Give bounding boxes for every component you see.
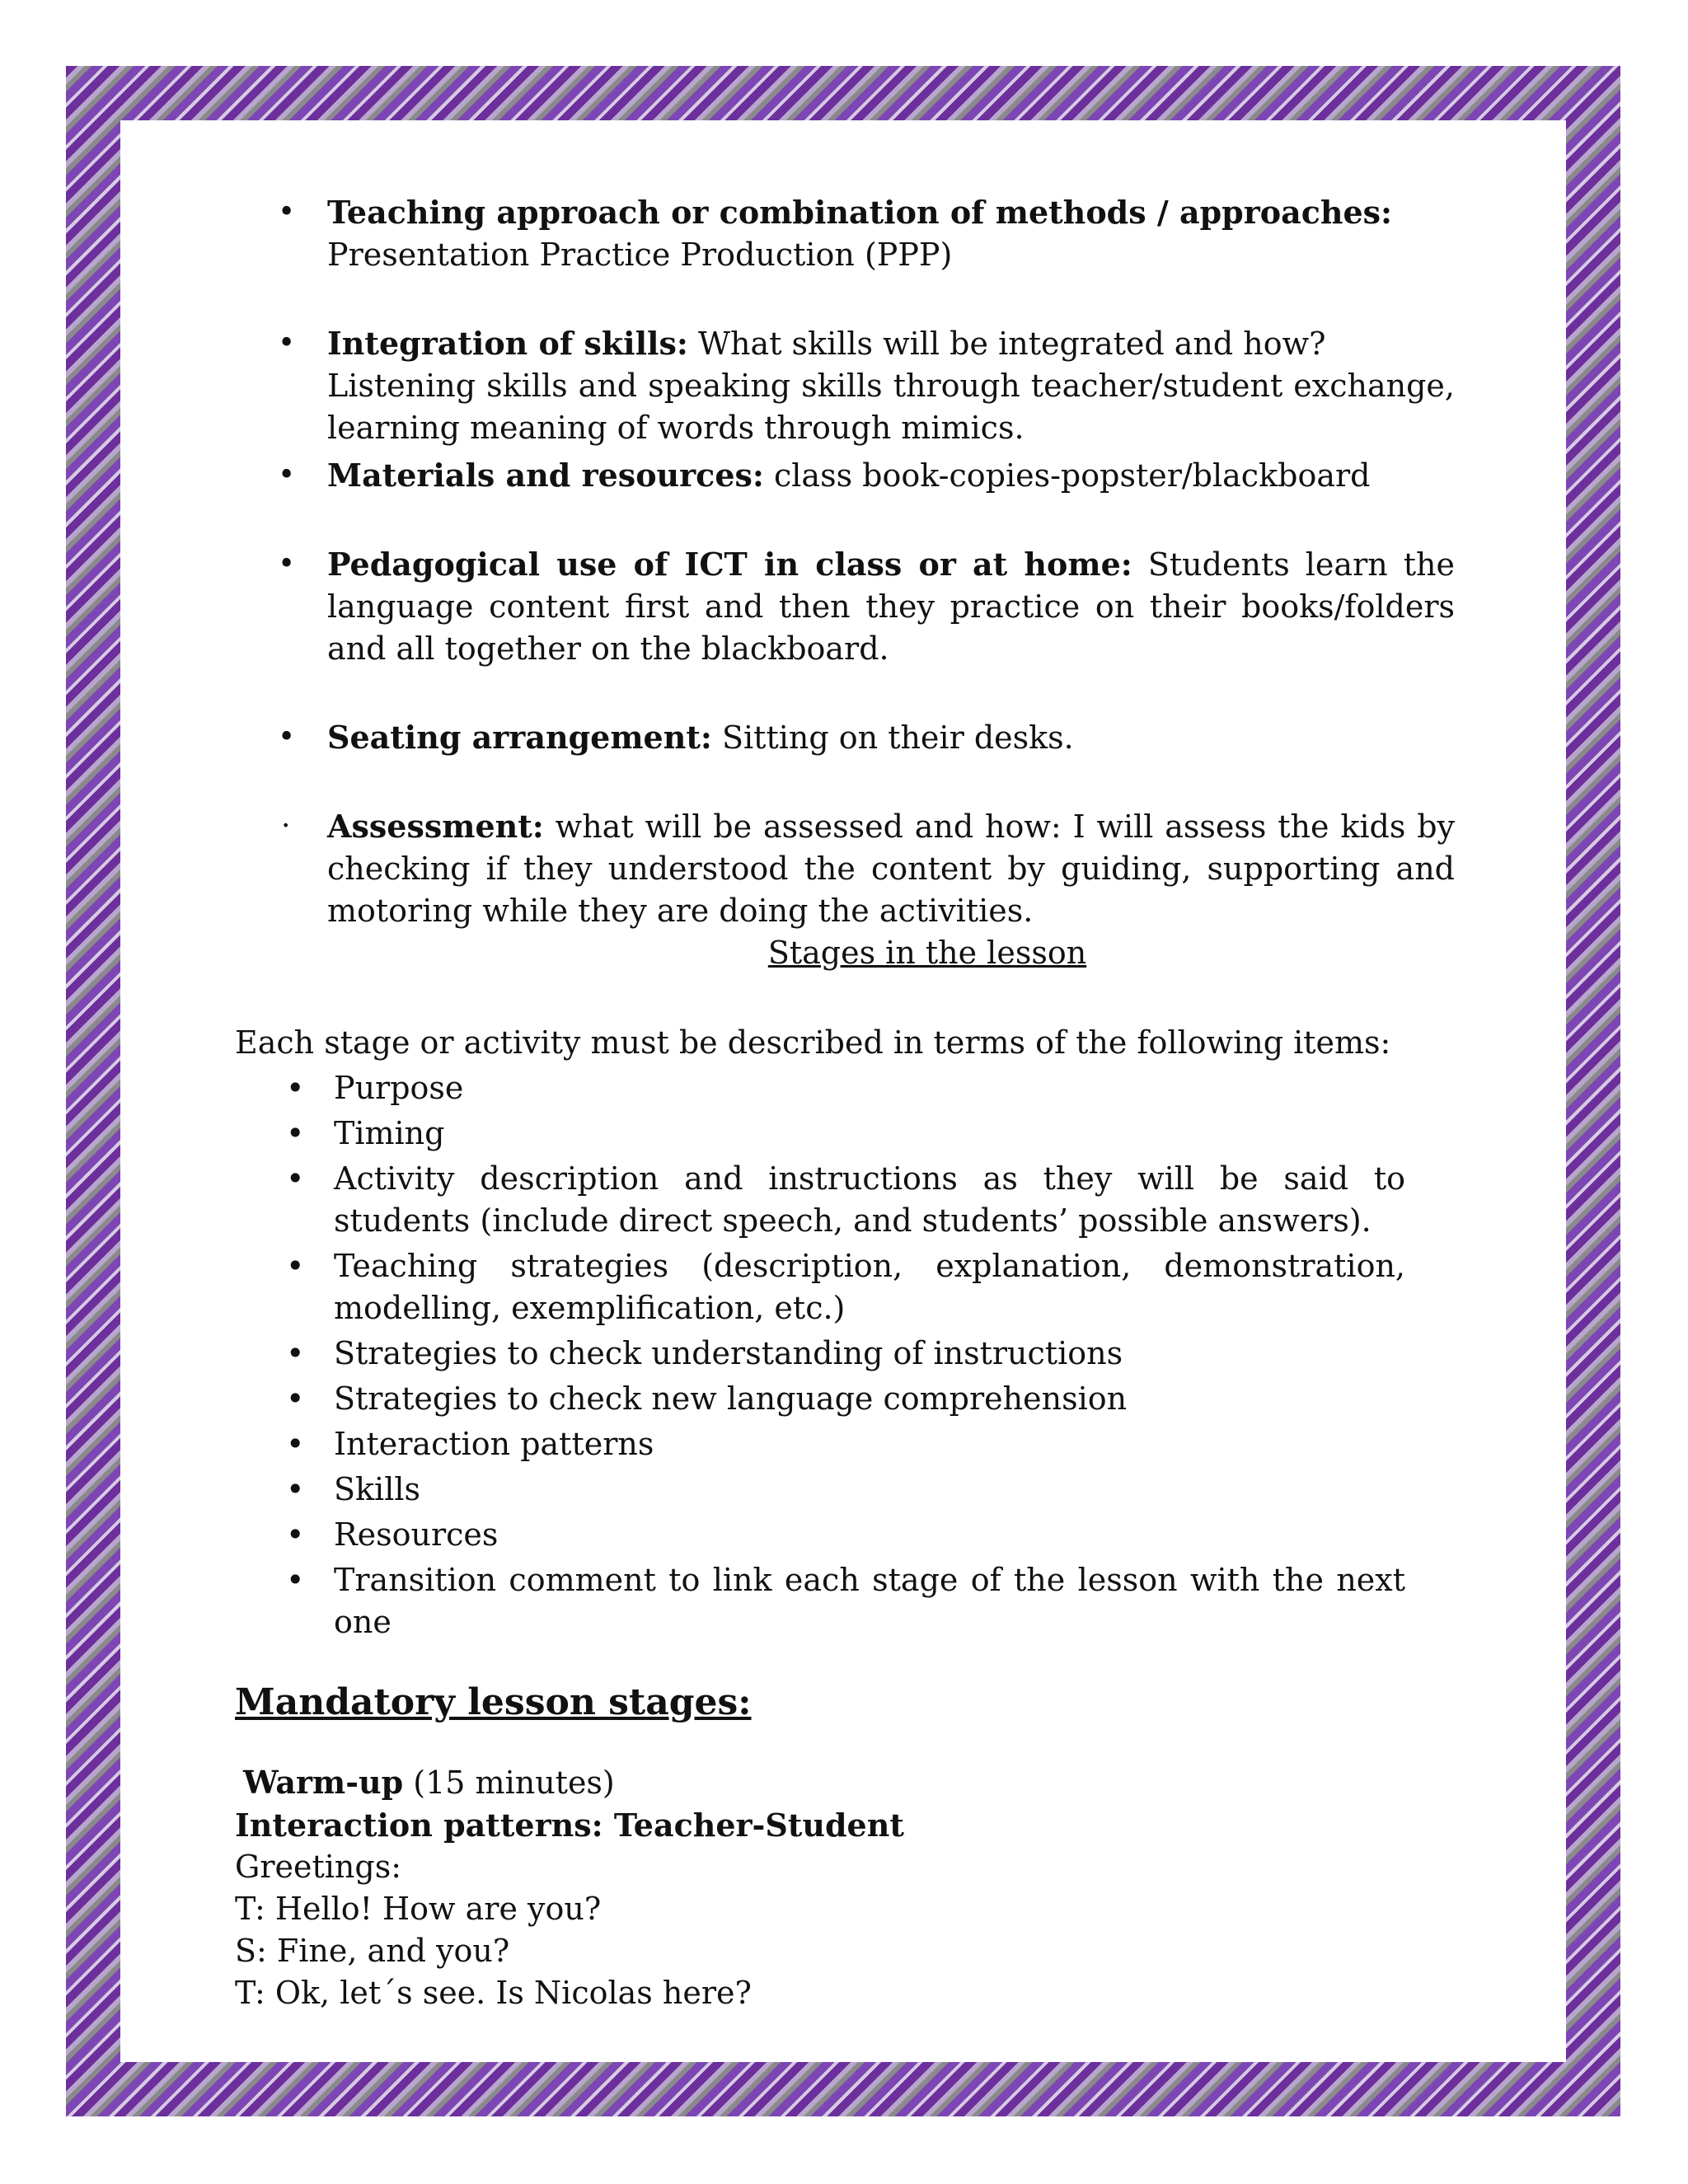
dialogue-line: T: Ok, let´s see. Is Nicolas here? <box>235 1975 752 2011</box>
bullet-label: Pedagogical use of ICT in class or at home: <box>327 546 1132 583</box>
bullet-text: class book-copies-popster/blackboard <box>763 457 1371 494</box>
list-item: • Strategies to check understanding of instructions <box>235 1333 1405 1375</box>
warmup-label: Warm-up <box>243 1764 404 1801</box>
bullet-label: Assessment: <box>327 808 544 845</box>
bullet-text: Presentation Practice Production (PPP) <box>327 237 953 273</box>
list-item: • Skills <box>235 1469 1405 1511</box>
bullet-materials-resources <box>235 454 1455 497</box>
bullet-teaching-approach <box>235 191 1455 276</box>
bullet-ict-use <box>235 543 1455 670</box>
stages-intro: Each stage or activity must be described in terms of the following items: <box>235 1024 1391 1061</box>
dialogue-line: S: Fine, and you? <box>235 1933 510 1969</box>
list-item: • Interaction patterns <box>235 1423 1405 1465</box>
lesson-plan-bullets <box>235 191 1455 932</box>
bullet-label: Materials and resources: <box>327 457 764 494</box>
bullet-text: Sitting on their desks. <box>711 719 1074 756</box>
stages-heading: Stages in the lesson <box>767 935 1087 971</box>
list-item: • Purpose <box>235 1067 1405 1109</box>
bullet-text: Students learn the language content first and then they practice on their books/folders and all together on the blackboard. <box>327 546 1455 667</box>
list-item: • Teaching strategies (description, explanation, demonstration, modelling, exemplification, etc.) <box>235 1245 1405 1329</box>
bullet-text: what will be assessed and how: I will assess the kids by checking if they understood the content by guiding, supporting and motoring while they are doing the activities. <box>327 808 1455 929</box>
list-item: • Strategies to check new language comprehension <box>235 1378 1405 1420</box>
interaction-patterns-line: Interaction patterns: Teacher-Student <box>235 1807 904 1844</box>
bullet-label: Seating arrangement: <box>327 719 712 756</box>
warmup-duration: (15 minutes) <box>403 1765 615 1801</box>
document-body <box>235 191 1455 2014</box>
list-item: • Timing <box>235 1113 1405 1155</box>
dialogue-line: Greetings: <box>235 1849 402 1885</box>
bullet-label: Teaching approach or combination of methods / approaches: <box>327 194 1393 231</box>
bullet-label: Integration of skills: <box>327 325 688 362</box>
stage-items-list <box>235 1067 1405 1643</box>
dialogue-line: T: Hello! How are you? <box>235 1891 602 1927</box>
bullet-seating-arrangement <box>235 716 1455 759</box>
list-item: • Transition comment to link each stage of the lesson with the next one <box>235 1559 1405 1643</box>
warmup-heading <box>235 1761 1455 1804</box>
mandatory-stages-heading: Mandatory lesson stages: <box>235 1681 752 1723</box>
bullet-text-continued: Listening skills and speaking skills through teacher/student exchange, learning meaning of words through mimics. <box>327 368 1455 446</box>
bullet-assessment <box>235 805 1455 932</box>
list-item: • Activity description and instructions as they will be said to students (include direct speech, and students’ possible answers). <box>235 1158 1405 1242</box>
bullet-integration-of-skills <box>235 322 1455 449</box>
list-item: • Resources <box>235 1514 1405 1556</box>
bullet-text: What skills will be integrated and how? <box>687 326 1326 362</box>
